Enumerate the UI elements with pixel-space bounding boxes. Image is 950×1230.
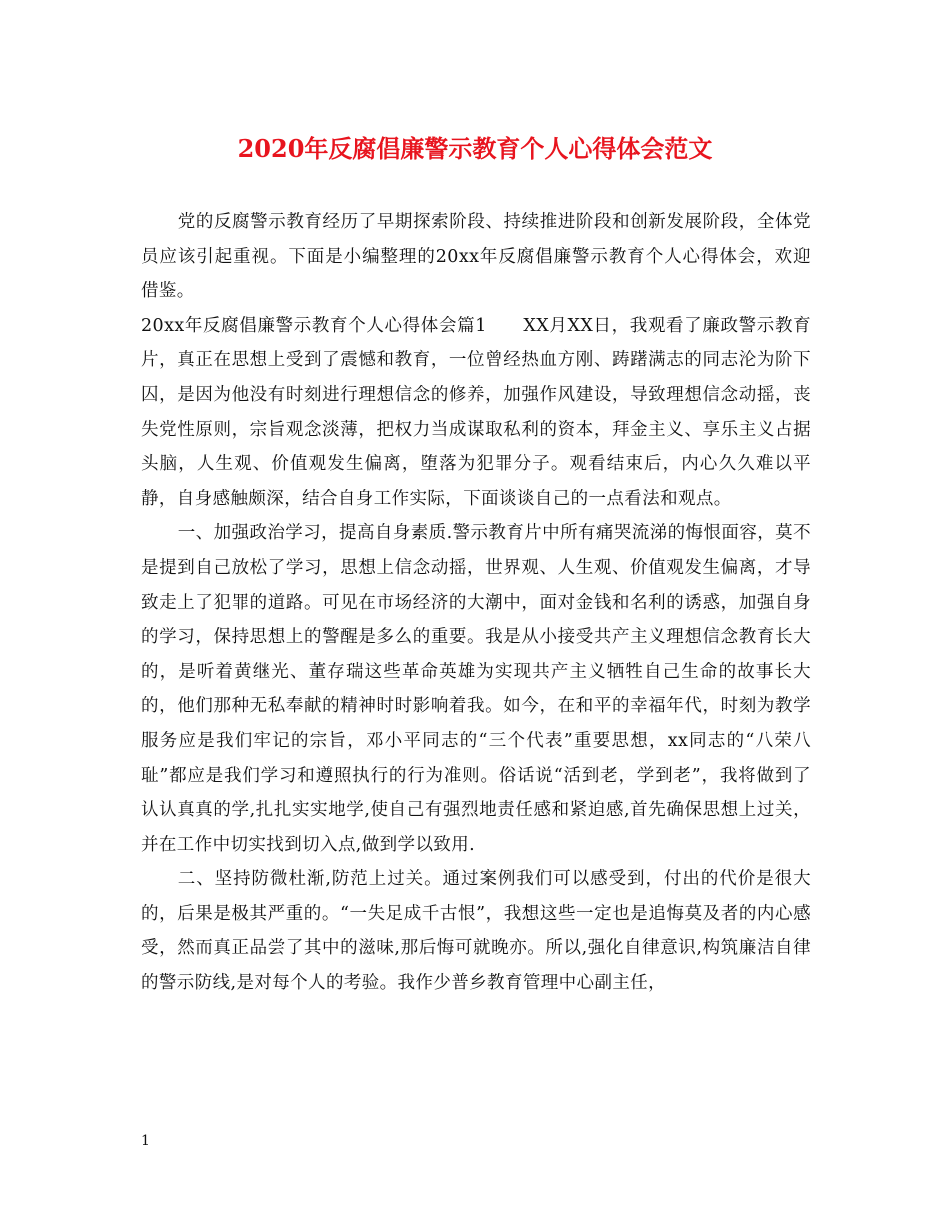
document-body xyxy=(141,205,811,1001)
page-number: 1 xyxy=(141,1133,150,1149)
document-title: 2020年反腐倡廉警示教育个人心得体会范文 xyxy=(237,134,713,163)
paragraph-section-1: 一、加强政治学习，提高自身素质.警示教育片中所有痛哭流涕的悔恨面容，莫不是提到自己放松了学习，思想上信念动摇，世界观、人生观、价值观发生偏离，才导致走上了犯罪的道路。可见在市场经济的大潮中，面对金钱和名利的诱惑，加强自身的学习，保持思想上的警醒是多么的重要。我是从小接受共产主义理想信念教育长大的，是听着黄继光、董存瑞这些革命英雄为实现共产主义牺牲自己生命的故事长大的，他们那种无私奉献的精神时时影响着我。如今，在和平的幸福年代，时刻为教学服务应是我们牢记的宗旨，邓小平同志的“三个代表”重要思想，xx同志的“八荣八耻”都应是我们学习和遵照执行的行为准则。俗话说“活到老，学到老”，我将做到了认认真真的学,扎扎实实地学,使自己有强烈地责任感和紧迫感,首先确保思想上过关，并在工作中切实找到切入点,做到学以致用. xyxy=(141,523,811,855)
paragraph-article-1-opening: 20xx年反腐倡廉警示教育个人心得体会篇1 XX月XX日，我观看了廉政警示教育片，真正在思想上受到了震憾和教育，一位曾经热血方刚、踌躇满志的同志沦为阶下囚，是因为他没有时刻进行理想信念的修养，加强作风建设，导致理想信念动摇，丧失党性原则，宗旨观念淡薄，把权力当成谋取私利的资本，拜金主义、享乐主义占据头脑，人生观、价值观发生偏离，堕落为犯罪分子。观看结束后，内心久久难以平静，自身感触颇深，结合自身工作实际，下面谈谈自己的一点看法和观点。 xyxy=(141,315,811,509)
paragraph-intro: 党的反腐警示教育经历了早期探索阶段、持续推进阶段和创新发展阶段，全体党员应该引起重视。下面是小编整理的20xx年反腐倡廉警示教育个人心得体会，欢迎借鉴。 xyxy=(141,212,811,302)
paragraph-section-2: 二、坚持防微杜渐,防范上过关。通过案例我们可以感受到，付出的代价是很大的，后果是极其严重的。“一失足成千古恨”，我想这些一定也是追悔莫及者的内心感受，然而真正品尝了其中的滋味,那后悔可就晚亦。所以,强化自律意识,构筑廉洁自律的警示防线,是对每个人的考验。我作少普乡教育管理中心副主任， xyxy=(141,869,811,994)
